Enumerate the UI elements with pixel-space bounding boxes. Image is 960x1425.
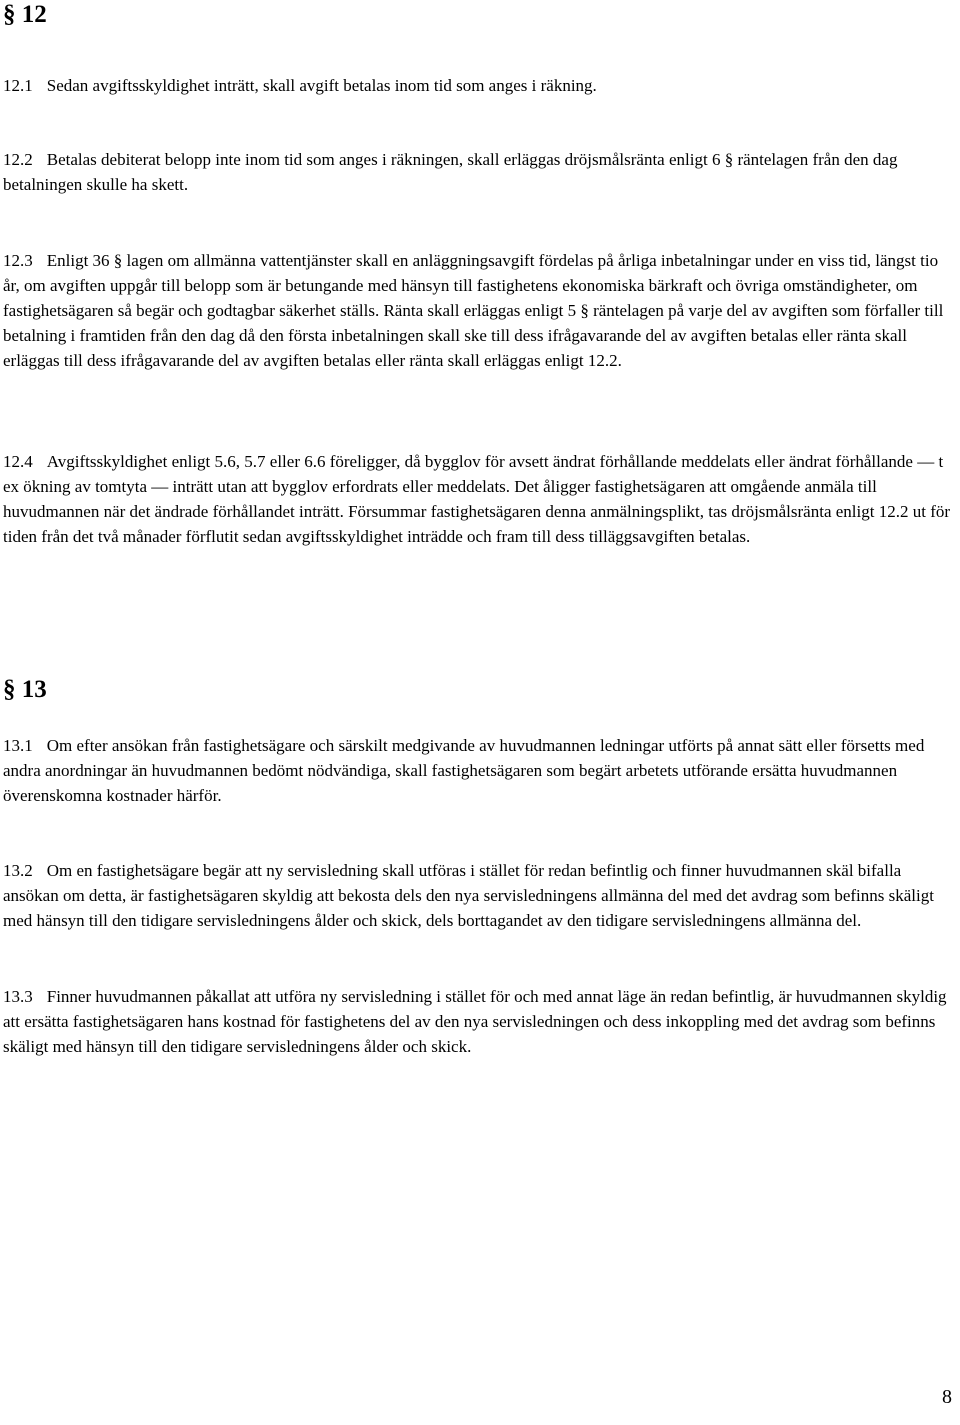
- paragraph-text: Enligt 36 § lagen om allmänna vattentjänster skall en anläggningsavgift fördelas på årliga inbetalningar under en viss tid, längst tio år, om avgiften uppgår till belopp som är betungande med hänsyn till fastighetens ekonomiska bärkraft och övriga omständigheter, om fastighetsägaren så begär och godtagbar säkerhet ställs. Ränta skall erläggas enligt 5 § räntelagen på varje del av avgiften som förfaller till betalning i framtiden från den dag då den första inbetalningen skall ske till dess ifrågavarande del av avgiften betalas eller ränta skall erläggas till dess ifrågavarande del av avgiften betalas eller ränta skall erläggas enligt 12.2.: [3, 251, 944, 370]
- paragraph-number: 13.2: [3, 861, 33, 880]
- paragraph-text: Finner huvudmannen påkallat att utföra ny servisledning i stället för och med annat läge än redan befintlig, är huvudmannen skyldig att ersätta fastighetsägaren hans kostnad för fastighetens del av den nya servisledningen och dess inkoppling med det avdrag som befinns skäligt med hänsyn till den tidigare servisledningens ålder och skick.: [3, 987, 947, 1056]
- paragraph-text: Om efter ansökan från fastighetsägare och särskilt medgivande av huvudmannen ledningar utförts på annat sätt eller försetts med andra anordningar än huvudmannen bedömt nödvändiga, skall fastighetsägaren som begärt arbetets utförande ersätta huvudmannen överenskomna kostnader härför.: [3, 736, 925, 805]
- section-heading-13: § 13: [3, 676, 47, 703]
- paragraph-12-4: [3, 449, 955, 549]
- paragraph-text: Sedan avgiftsskyldighet inträtt, skall avgift betalas inom tid som anges i räkning.: [46, 76, 597, 95]
- paragraph-12-2: [3, 147, 955, 197]
- paragraph-number: 12.4: [3, 452, 33, 471]
- paragraph-13-3: [3, 984, 955, 1059]
- paragraph-12-1: [3, 73, 597, 98]
- paragraph-text: Betalas debiterat belopp inte inom tid som anges i räkningen, skall erläggas dröjsmålsränta enligt 6 § räntelagen från den dag betalningen skulle ha skett.: [3, 150, 898, 194]
- paragraph-number: 12.3: [3, 251, 33, 270]
- paragraph-12-3: [3, 248, 955, 373]
- section-heading-12: § 12: [3, 1, 47, 28]
- paragraph-number: 13.1: [3, 736, 33, 755]
- paragraph-13-2: [3, 858, 955, 933]
- paragraph-text: Avgiftsskyldighet enligt 5.6, 5.7 eller 6.6 föreligger, då bygglov för avsett ändrat förhållande meddelats eller ändrat förhållande — t ex ökning av tomtyta — inträtt utan att bygglov erfordrats eller meddelats. Det åligger fastighetsägaren att omgående anmäla till huvudmannen när det ändrade förhållandet inträtt. Försummar fastighetsägaren denna anmälningsplikt, tas dröjsmålsränta enligt 12.2 ut för tiden från det två månader förflutit sedan avgiftsskyldighet inträdde och fram till dess tilläggsavgiften betalas.: [3, 452, 951, 546]
- paragraph-number: 12.2: [3, 150, 33, 169]
- paragraph-number: 12.1: [3, 76, 33, 95]
- page-number: 8: [942, 1386, 952, 1408]
- paragraph-number: 13.3: [3, 987, 33, 1006]
- paragraph-text: Om en fastighetsägare begär att ny servisledning skall utföras i stället för redan befintlig och finner huvudmannen skäl bifalla ansökan om detta, är fastighetsägaren skyldig att bekosta dels den nya servisledningens allmänna del med det avdrag som befinns skäligt med hänsyn till den tidigare servisledningens ålder och skick, dels borttagandet av den tidigare servisledningens allmänna del.: [3, 861, 934, 930]
- paragraph-13-1: [3, 733, 955, 808]
